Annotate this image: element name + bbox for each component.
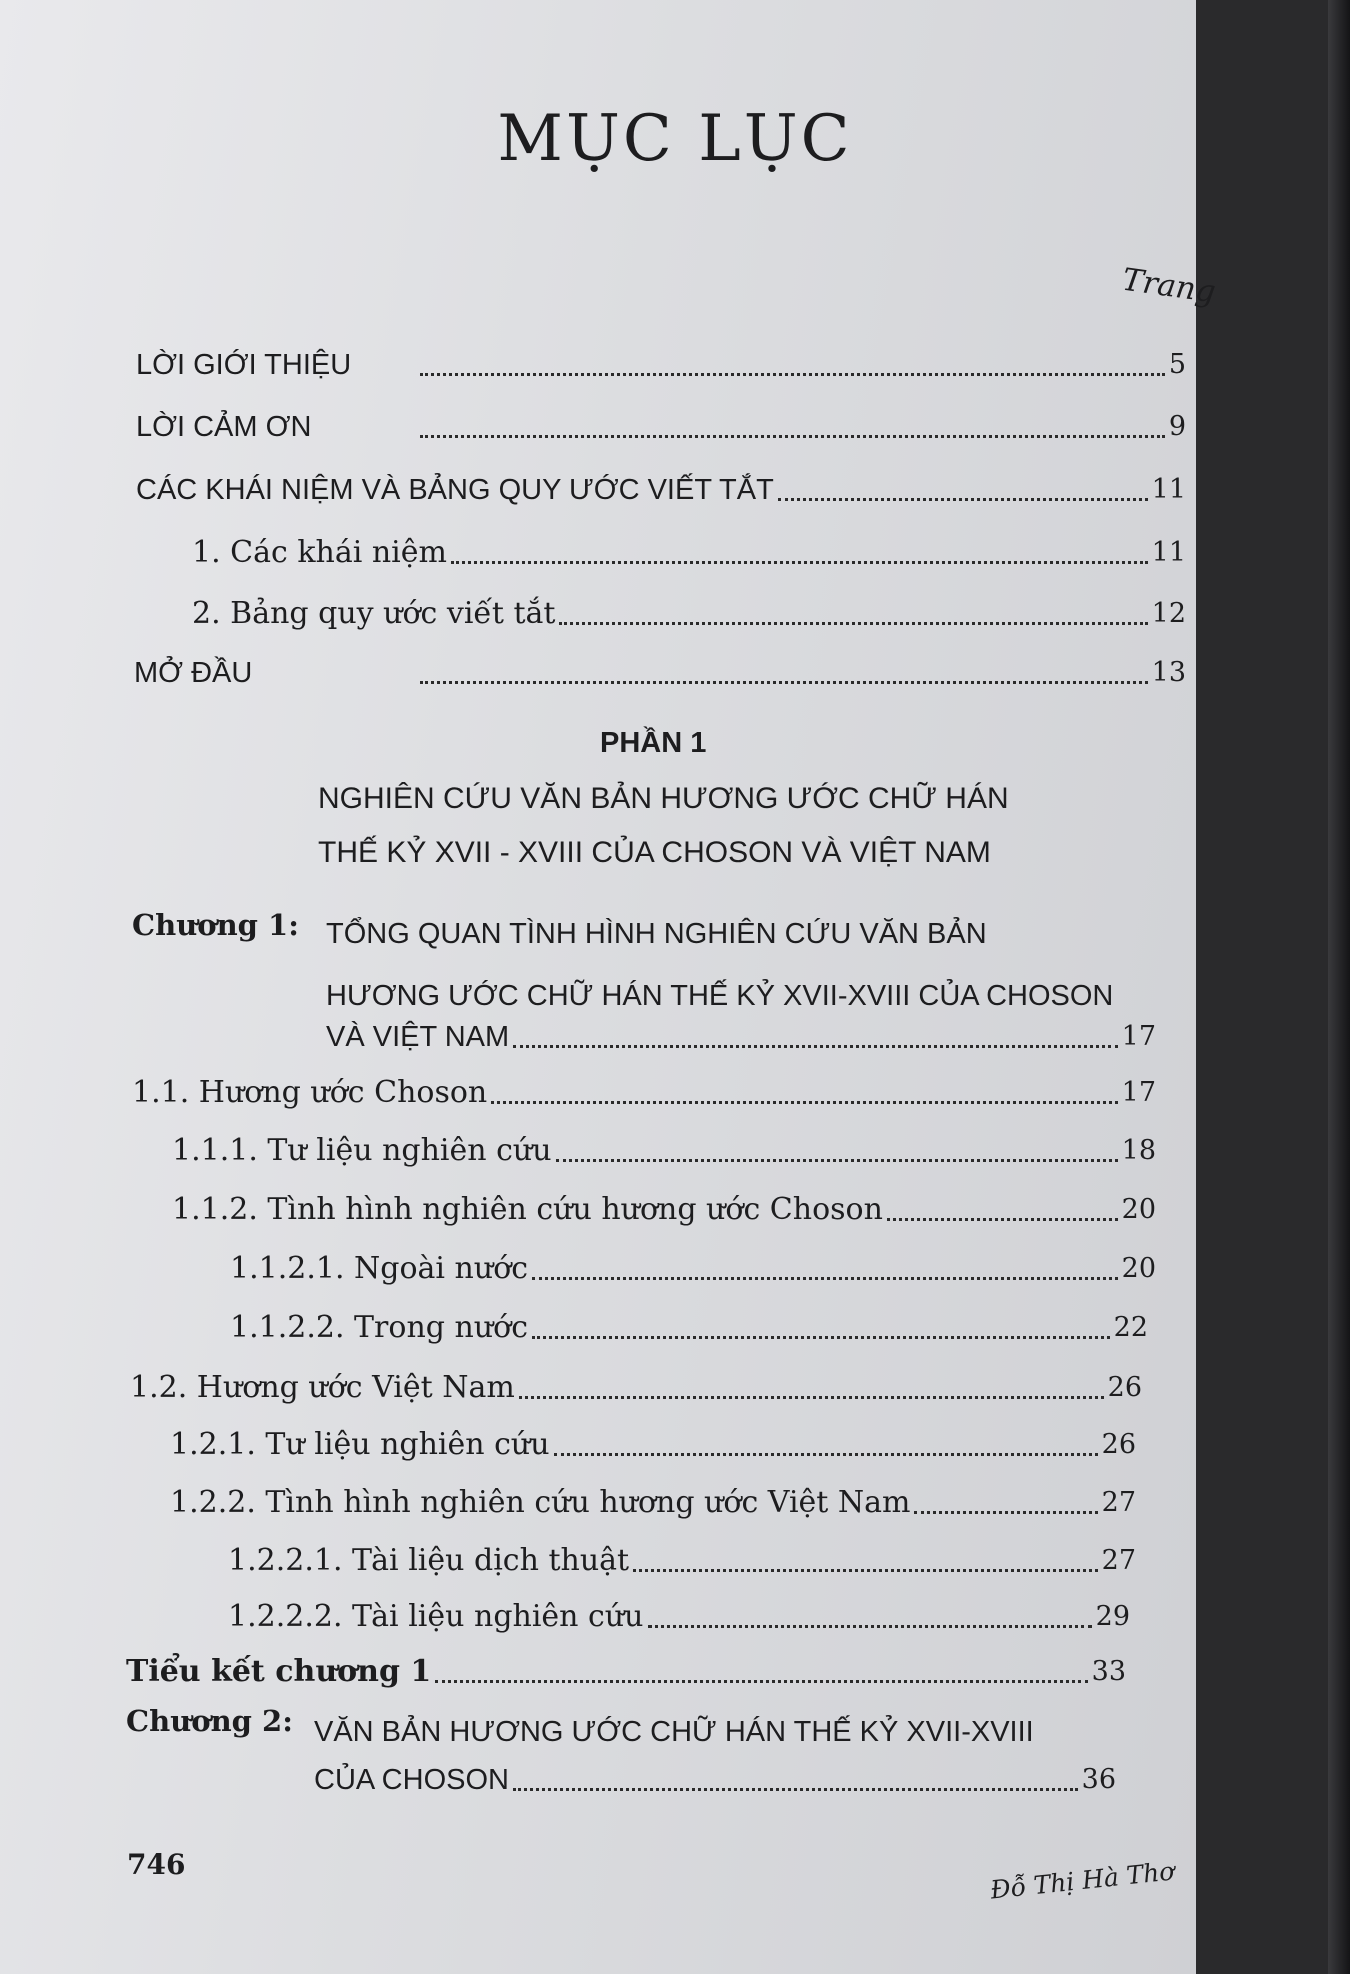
toc-entry-page: 13 bbox=[1151, 657, 1186, 688]
dot-leader bbox=[633, 1569, 1098, 1572]
toc-entry-label: 1.2.2. Tình hình nghiên cứu hương ước Việt Nam bbox=[170, 1485, 911, 1520]
page-title: MỤC LỤC bbox=[497, 102, 853, 176]
toc-entry-label: 1.1.2.1. Ngoài nước bbox=[230, 1251, 529, 1286]
toc-entry-page: 5 bbox=[1168, 349, 1186, 380]
dot-leader bbox=[556, 1159, 1118, 1162]
toc-entry-page: 36 bbox=[1081, 1764, 1116, 1795]
toc-entry bbox=[136, 407, 1186, 447]
toc-entry bbox=[326, 1017, 1156, 1057]
book-edge-shadow bbox=[1328, 0, 1350, 1974]
toc-entry-page: 9 bbox=[1168, 411, 1186, 442]
dot-leader bbox=[887, 1218, 1118, 1221]
chapter-title-line-1: VĂN BẢN HƯƠNG ƯỚC CHỮ HÁN THẾ KỶ XVII-XVIII bbox=[314, 1716, 1034, 1748]
dot-leader bbox=[778, 498, 1148, 501]
toc-entry-page: 11 bbox=[1151, 537, 1186, 568]
dot-leader bbox=[513, 1788, 1078, 1791]
toc-entry bbox=[192, 533, 1186, 573]
toc-entry-page: 29 bbox=[1095, 1601, 1130, 1632]
chapter-title-line-2: CỦA CHOSON bbox=[314, 1764, 509, 1796]
toc-entry-label: 1.2.2.1. Tài liệu dịch thuật bbox=[228, 1543, 630, 1578]
toc-entry bbox=[230, 1249, 1156, 1289]
part-subtitle-line-1: NGHIÊN CỨU VĂN BẢN HƯƠNG ƯỚC CHỮ HÁN bbox=[318, 782, 1009, 815]
toc-entry-label: 1.1. Hương ước Choson bbox=[132, 1075, 488, 1110]
toc-entry-page: 11 bbox=[1151, 474, 1186, 505]
toc-entry-label: 2. Bảng quy ước viết tắt bbox=[192, 596, 556, 631]
dot-leader bbox=[513, 1045, 1117, 1048]
dot-leader bbox=[420, 435, 1165, 438]
toc-entry bbox=[230, 1308, 1148, 1348]
toc-entry bbox=[172, 1190, 1156, 1230]
toc-entry-label: LỜI CẢM ƠN bbox=[136, 411, 312, 443]
dot-leader bbox=[491, 1101, 1117, 1104]
toc-entry-page: 18 bbox=[1121, 1135, 1156, 1166]
toc-entry-page: 26 bbox=[1101, 1429, 1136, 1460]
part-subtitle-line-2: THẾ KỶ XVII - XVIII CỦA CHOSON VÀ VIỆT NAM bbox=[318, 836, 991, 869]
chapter-label: Chương 2: bbox=[126, 1704, 293, 1738]
toc-entry-label: 1.1.2. Tình hình nghiên cứu hương ước Choson bbox=[172, 1192, 883, 1227]
toc-entry-page: 12 bbox=[1151, 598, 1186, 629]
toc-entry-label: 1.2.1. Tư liệu nghiên cứu bbox=[170, 1427, 550, 1462]
page-number: 746 bbox=[127, 1848, 186, 1881]
toc-entry-page: 27 bbox=[1101, 1545, 1136, 1576]
toc-entry-page: 20 bbox=[1121, 1194, 1156, 1225]
dot-leader bbox=[559, 622, 1147, 625]
toc-entry bbox=[170, 1483, 1136, 1523]
toc-entry-page: 27 bbox=[1101, 1487, 1136, 1518]
dot-leader bbox=[648, 1625, 1092, 1628]
toc-entry bbox=[132, 1073, 1156, 1113]
toc-entry-page: 17 bbox=[1121, 1077, 1156, 1108]
dot-leader bbox=[554, 1453, 1098, 1456]
toc-entry-label: 1.2.2.2. Tài liệu nghiên cứu bbox=[228, 1599, 644, 1634]
dot-leader bbox=[519, 1396, 1104, 1399]
dot-leader bbox=[451, 561, 1148, 564]
toc-entry-page: 20 bbox=[1121, 1253, 1156, 1284]
toc-entry-label: 1.1.2.2. Trong nước bbox=[230, 1310, 529, 1345]
toc-entry bbox=[126, 1652, 1126, 1692]
toc-entry-label: 1.2. Hương ước Việt Nam bbox=[130, 1370, 515, 1405]
toc-entry-page: 33 bbox=[1091, 1656, 1126, 1687]
dot-leader bbox=[532, 1336, 1110, 1339]
dot-leader bbox=[532, 1277, 1118, 1280]
chapter-label: Chương 1: bbox=[132, 908, 299, 942]
toc-entry bbox=[228, 1597, 1130, 1637]
toc-entry-page: 17 bbox=[1121, 1021, 1156, 1052]
toc-entry bbox=[136, 345, 1186, 385]
toc-entry bbox=[228, 1541, 1136, 1581]
toc-entry bbox=[172, 1131, 1156, 1171]
toc-entry-page: 22 bbox=[1113, 1312, 1148, 1343]
toc-entry-label: CÁC KHÁI NIỆM VÀ BẢNG QUY ƯỚC VIẾT TẮT bbox=[136, 474, 774, 506]
dot-leader bbox=[914, 1511, 1097, 1514]
dot-leader bbox=[435, 1680, 1087, 1683]
toc-entry-label: 1.1.1. Tư liệu nghiên cứu bbox=[172, 1133, 552, 1168]
page-column-label: Trang bbox=[1119, 261, 1218, 311]
dot-leader bbox=[420, 373, 1165, 376]
toc-entry bbox=[130, 1368, 1142, 1408]
toc-entry bbox=[314, 1760, 1116, 1800]
part-heading: PHẦN 1 bbox=[600, 727, 707, 759]
toc-entry bbox=[170, 1425, 1136, 1465]
toc-entry-label: MỞ ĐẦU bbox=[134, 657, 253, 689]
toc-entry bbox=[136, 470, 1186, 510]
chapter-title-line-2: HƯƠNG ƯỚC CHỮ HÁN THẾ KỶ XVII-XVIII CỦA CHOSON bbox=[326, 980, 1114, 1012]
toc-entry-page: 26 bbox=[1107, 1372, 1142, 1403]
toc-entry bbox=[134, 653, 1186, 693]
toc-entry bbox=[192, 594, 1186, 634]
toc-entry-label: 1. Các khái niệm bbox=[192, 535, 447, 570]
dot-leader bbox=[420, 681, 1148, 684]
toc-entry-label: LỜI GIỚI THIỆU bbox=[136, 349, 352, 381]
toc-entry-label: Tiểu kết chương 1 bbox=[126, 1654, 432, 1689]
chapter-title-line-3: VÀ VIỆT NAM bbox=[326, 1021, 510, 1053]
chapter-title-line-1: TỔNG QUAN TÌNH HÌNH NGHIÊN CỨU VĂN BẢN bbox=[326, 918, 987, 950]
running-footer-author: Đỗ Thị Hà Thơ bbox=[988, 1856, 1176, 1905]
